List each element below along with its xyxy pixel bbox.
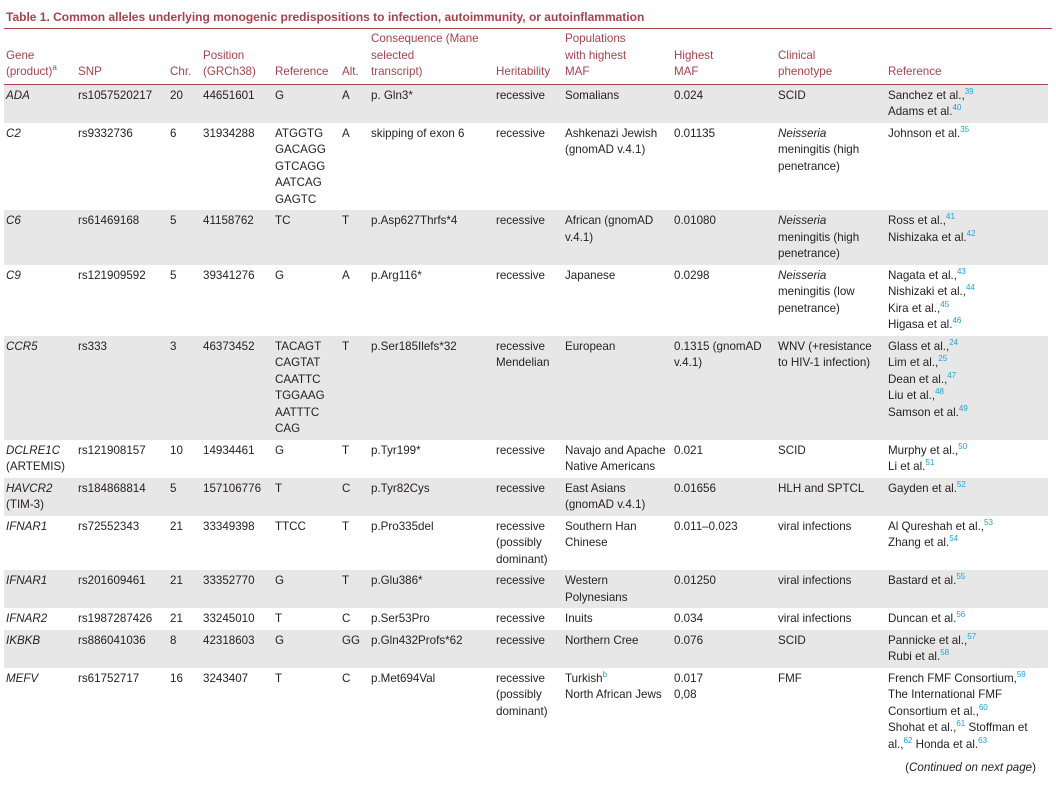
position-cell: 46373452 [201,336,273,440]
chr-cell: 21 [170,519,183,533]
population-cell: Navajo and Apache Native Americans [565,443,666,473]
heritability-cell: recessive (possibly dominant) [496,519,548,566]
gene-cell: IFNAR1 [6,519,48,533]
position-cell: 42318603 [201,630,273,668]
clinical-phenotype-cell: SCID [776,630,886,668]
col-consequence: Consequence (Mane selected transcript) [369,29,494,84]
consequence-cell: p.Ser53Pro [371,612,430,625]
consequence-cell: p.Ser185Ilefs*32 [369,336,494,440]
gene-cell: IKBKB [4,630,76,668]
chr-cell: 5 [168,210,201,265]
snp-cell: rs61752717 [78,671,140,685]
position-cell: 33349398 [203,519,255,533]
reference-allele-cell: T [275,671,283,685]
heritability-cell: recessive [494,630,563,668]
col-clinical: Clinical phenotype [776,29,886,84]
col-snp: SNP [76,29,168,84]
alt-allele-cell: T [342,443,350,457]
reference-allele-cell: TTCC [275,519,306,533]
population-cell: African (gnomAD v.4.1) [563,210,672,265]
heritability-cell: recessive [494,84,563,123]
population-cell: Northern Cree [563,630,672,668]
col-position: Position (GRCh38) [201,29,273,84]
population-cell: Japanese [565,268,616,282]
heritability-cell: recessive [494,210,563,265]
alt-allele-cell: C [342,671,351,685]
population-cell: Western Polynesians [563,570,672,608]
table-row [4,516,1048,571]
consequence-cell: p.Asp627Thrfs*4 [369,210,494,265]
heritability-cell: recessive Mendelian [494,336,563,440]
reference-allele-cell: TC [273,210,340,265]
header-row [4,29,1048,84]
clinical-phenotype-cell: HLH and SPTCL [776,478,886,516]
references-cell: Al Qureshah et al.,$^{53}$ Zhang et al.$^{54}$ [888,517,993,549]
snp-cell: rs72552343 [78,519,140,533]
heritability-cell: recessive [496,612,545,625]
position-cell: 44651601 [201,84,273,123]
consequence-cell: p. Gln3* [369,84,494,123]
alt-allele-cell: T [342,519,350,533]
col-highest-maf: Highest MAF [672,29,776,84]
heritability-cell: recessive [494,478,563,516]
reference-allele-cell: G [275,268,285,282]
references-cell: French FMF Consortium,$^{59}$ The International FMF Consortium et al.,$^{60}$ Shohat et al.,$^{61}$ Stoffman et al.,$^{62}$ Honda et al.$^{63}$ [888,669,1028,751]
maf-cell: 0.024 [672,84,776,123]
reference-allele-cell: G [273,570,340,608]
clinical-phenotype-cell: SCID [776,84,886,123]
references-cell: Murphy et al.,$^{50}$ Li et al.$^{51}$ [888,441,968,473]
col-ref: Reference [886,29,1048,84]
chr-cell: 20 [168,84,201,123]
reference-allele-cell: G [273,630,340,668]
reference-allele-cell: TACAGT CAGTAT CAATTC TGGAAG AATTTC CAG [273,336,340,440]
snp-cell: rs184868814 [76,478,168,516]
clinical-phenotype-cell: Neisseria meningitis (high penetrance) [776,210,886,265]
table-row [4,608,1048,630]
chr-cell: 10 [170,443,183,457]
position-cell: 33352770 [201,570,273,608]
table-row [4,440,1048,478]
consequence-cell: p.Glu386* [369,570,494,608]
clinical-phenotype-cell: viral infections [778,519,852,533]
clinical-phenotype-cell: SCID [778,443,806,457]
table-row [4,630,1048,668]
heritability-cell: recessive [496,443,545,457]
col-reference: Reference [273,29,340,84]
snp-cell: rs886041036 [76,630,168,668]
alt-allele-cell: T [340,210,369,265]
reference-allele-cell: G [273,84,340,123]
table-row [4,570,1048,608]
alt-allele-cell: C [342,612,351,625]
gene-cell: CCR5 [4,336,76,440]
col-heritability: Heritability [494,29,563,84]
population-cell: Somalians [563,84,672,123]
clinical-phenotype-cell: viral infections [778,612,852,625]
reference-allele-cell: T [273,478,340,516]
gene-cell: IFNAR1 [4,570,76,608]
references-cell: Ross et al.,$^{41}$ Nishizaka et al.$^{42}$ [886,210,1048,265]
maf-cell: 0.01135 [674,126,716,140]
reference-allele-cell: T [275,612,283,625]
alt-allele-cell: T [340,336,369,440]
col-chr: Chr. [168,29,201,84]
alt-allele-cell: C [340,478,369,516]
chr-cell: 5 [168,478,201,516]
clinical-phenotype-cell: viral infections [776,570,886,608]
table-row [4,84,1048,123]
population-cell: East Asians (gnomAD v.4.1) [563,478,672,516]
gene-cell: ADA [4,84,76,123]
references-cell: Pannicke et al.,$^{57}$ Rubi et al.$^{58}$ [886,630,1048,668]
position-cell: 41158762 [201,210,273,265]
table-body [4,84,1048,755]
col-gene: Gene (product)$^a$ [4,29,76,84]
population-cell: Inuits [565,612,593,625]
maf-cell: 0.01080 [672,210,776,265]
references-cell: Gayden et al.$^{52}$ [886,478,1048,516]
chr-cell: 8 [168,630,201,668]
alleles-table [4,29,1048,755]
consequence-cell: p.Met694Val [371,671,436,685]
table-row [4,668,1048,756]
col-alt: Alt. [340,29,369,84]
alt-allele-cell: T [340,570,369,608]
references-cell: Bastard et al.$^{55}$ [886,570,1048,608]
clinical-phenotype-cell: WNV (+resistance to HIV-1 infection) [776,336,886,440]
heritability-cell: recessive [496,126,545,140]
chr-cell: 21 [170,612,183,625]
gene-cell: HAVCR2 (TIM-3) [4,478,76,516]
col-populations: Populations with highest MAF [563,29,672,84]
chr-cell: 3 [168,336,201,440]
chr-cell: 6 [170,126,177,140]
snp-cell: rs1057520217 [76,84,168,123]
snp-cell: rs333 [76,336,168,440]
position-cell: 39341276 [203,268,255,282]
continued-note: (Continued on next page) [905,761,1036,774]
references-cell: Nagata et al.,$^{43}$ Nishizaki et al.,$^{44}$ Kira et al.,$^{45}$ Higasa et al.$^{46}$ [888,266,975,331]
consequence-cell: skipping of exon 6 [371,126,465,140]
reference-allele-cell: G [275,443,285,457]
alt-allele-cell: A [340,84,369,123]
maf-cell: 0.034 [674,612,704,625]
maf-cell: 0.011–0.023 [674,519,738,533]
consequence-cell: p.Gln432Profs*62 [369,630,494,668]
references-cell: Duncan et al.$^{56}$ [888,610,966,625]
chr-cell: 21 [168,570,201,608]
position-cell: 14934461 [203,443,255,457]
position-cell: 31934288 [203,126,255,140]
references-cell: Johnson et al.$^{35}$ [888,124,970,140]
maf-cell: 0.017 0,08 [674,671,704,701]
heritability-cell: recessive (possibly dominant) [496,671,548,718]
position-cell: 157106776 [201,478,273,516]
maf-cell: 0.021 [674,443,704,457]
snp-cell: rs9332736 [78,126,133,140]
snp-cell: rs1987287426 [78,612,153,625]
population-cell: Ashkenazi Jewish (gnomAD v.4.1) [565,126,658,156]
gene-cell: IFNAR2 [6,612,48,625]
snp-cell: rs121909592 [78,268,146,282]
table-caption: Table 1. Common alleles underlying monogenic predispositions to infection, autoimmunity, or autoinflammation [4,8,1052,29]
clinical-phenotype-cell: Neisseria meningitis (low penetrance) [778,268,855,315]
snp-cell: rs121908157 [78,443,146,457]
alt-allele-cell: GG [340,630,369,668]
gene-cell: MEFV [6,671,39,685]
gene-cell: C6 [4,210,76,265]
consequence-cell: p.Tyr82Cys [369,478,494,516]
clinical-phenotype-cell: Neisseria meningitis (high penetrance) [778,126,860,173]
consequence-cell: p.Tyr199* [371,443,421,457]
table-row [4,265,1048,336]
table-row [4,123,1048,211]
references-cell: Sanchez et al.,$^{39}$ Adams et al.$^{40}$ [886,84,1048,123]
heritability-cell: recessive [494,570,563,608]
snp-cell: rs201609461 [76,570,168,608]
population-cell: Southern Han Chinese [565,519,637,549]
consequence-cell: p.Pro335del [371,519,434,533]
population-cell: Turkish$^b$ North African Jews [565,669,662,701]
maf-cell: 0.076 [672,630,776,668]
gene-cell: DCLRE1C (ARTEMIS) [6,443,66,473]
alt-allele-cell: A [342,126,350,140]
position-cell: 33245010 [203,612,255,625]
heritability-cell: recessive [496,268,545,282]
table-row [4,336,1048,440]
snp-cell: rs61469168 [76,210,168,265]
alt-allele-cell: A [342,268,350,282]
reference-allele-cell: ATGGTG GACAGG GTCAGG AATCAG GAGTC [275,126,326,206]
references-cell: Glass et al.,$^{24}$ Lim et al.,$^{25}$ Dean et al.,$^{47}$ Liu et al.,$^{48}$ Samson et al.$^{49}$ [886,336,1048,440]
maf-cell: 0.01656 [672,478,776,516]
clinical-phenotype-cell: FMF [778,671,802,685]
position-cell: 3243407 [203,671,249,685]
chr-cell: 16 [170,671,183,685]
maf-cell: 0.0298 [674,268,710,282]
table-row [4,210,1048,265]
population-cell: European [563,336,672,440]
gene-cell: C9 [6,268,21,282]
maf-cell: 0.1315 (gnomAD v.4.1) [672,336,776,440]
chr-cell: 5 [170,268,177,282]
table-row [4,478,1048,516]
gene-cell: C2 [6,126,21,140]
consequence-cell: p.Arg116* [371,268,422,282]
maf-cell: 0.01250 [672,570,776,608]
